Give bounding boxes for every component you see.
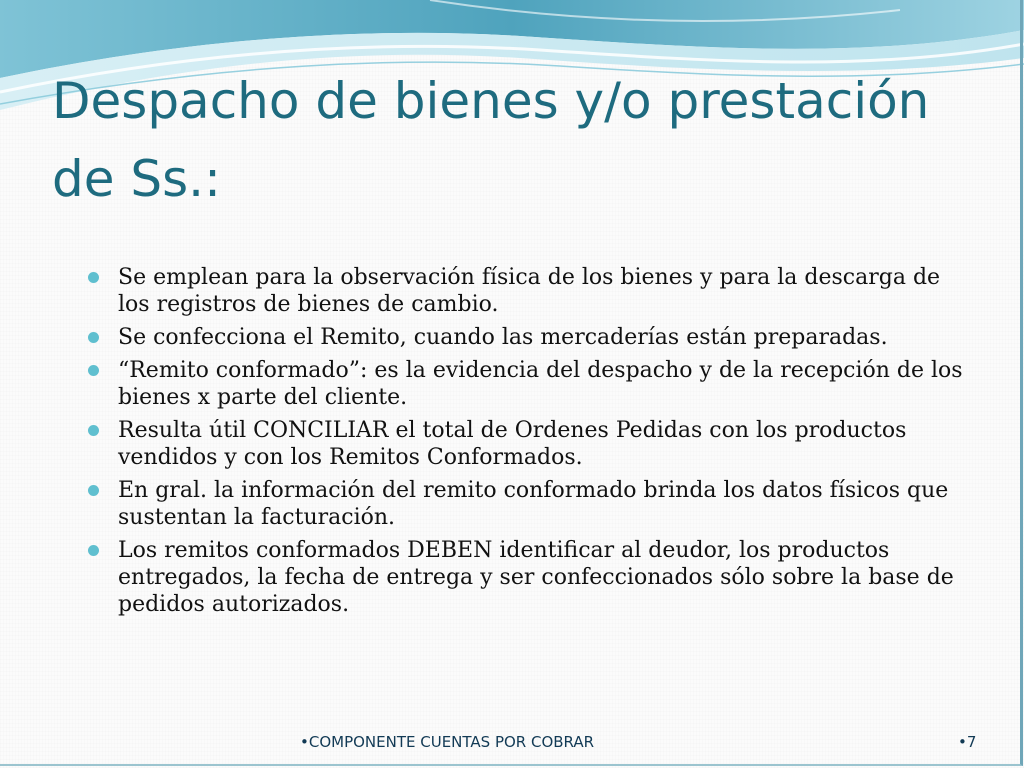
list-item-text: “Remito conformado”: es la evidencia del despacho y de la recepción de los bienes x parte del cliente. [118,358,963,410]
list-item-text: Se confecciona el Remito, cuando las mercaderías están preparadas. [118,325,888,350]
bullet-dot-icon [88,425,99,436]
bullet-dot-icon [88,545,99,556]
list-item [88,264,968,318]
list-item-text: Se emplean para la observación física de los bienes y para la descarga de los registros de bienes de cambio. [118,265,941,317]
list-item [88,357,968,411]
bullet-dot-icon [88,332,99,343]
page-number: •7 [958,733,977,751]
list-item [88,417,968,471]
slide-title: Despacho de bienes y/o prestación de Ss.: [52,72,930,208]
list-item [88,477,968,531]
bullet-dot-icon [88,365,99,376]
bullet-dot-icon [88,272,99,283]
bullet-list [88,264,968,624]
list-item-text: En gral. la información del remito conformado brinda los datos físicos que sustentan la facturación. [118,478,949,530]
list-item-text: Los remitos conformados DEBEN identificar al deudor, los productos entregados, la fecha de entrega y ser confeccionados sólo sobre la base de pedidos autorizados. [118,538,954,617]
footer-text: •COMPONENTE CUENTAS POR COBRAR [300,733,595,751]
list-item-text: Resulta útil CONCILIAR el total de Ordenes Pedidas con los productos vendidos y con los Remitos Conformados. [118,418,907,470]
bullet-dot-icon [88,485,99,496]
list-item [88,537,968,618]
list-item [88,324,968,351]
